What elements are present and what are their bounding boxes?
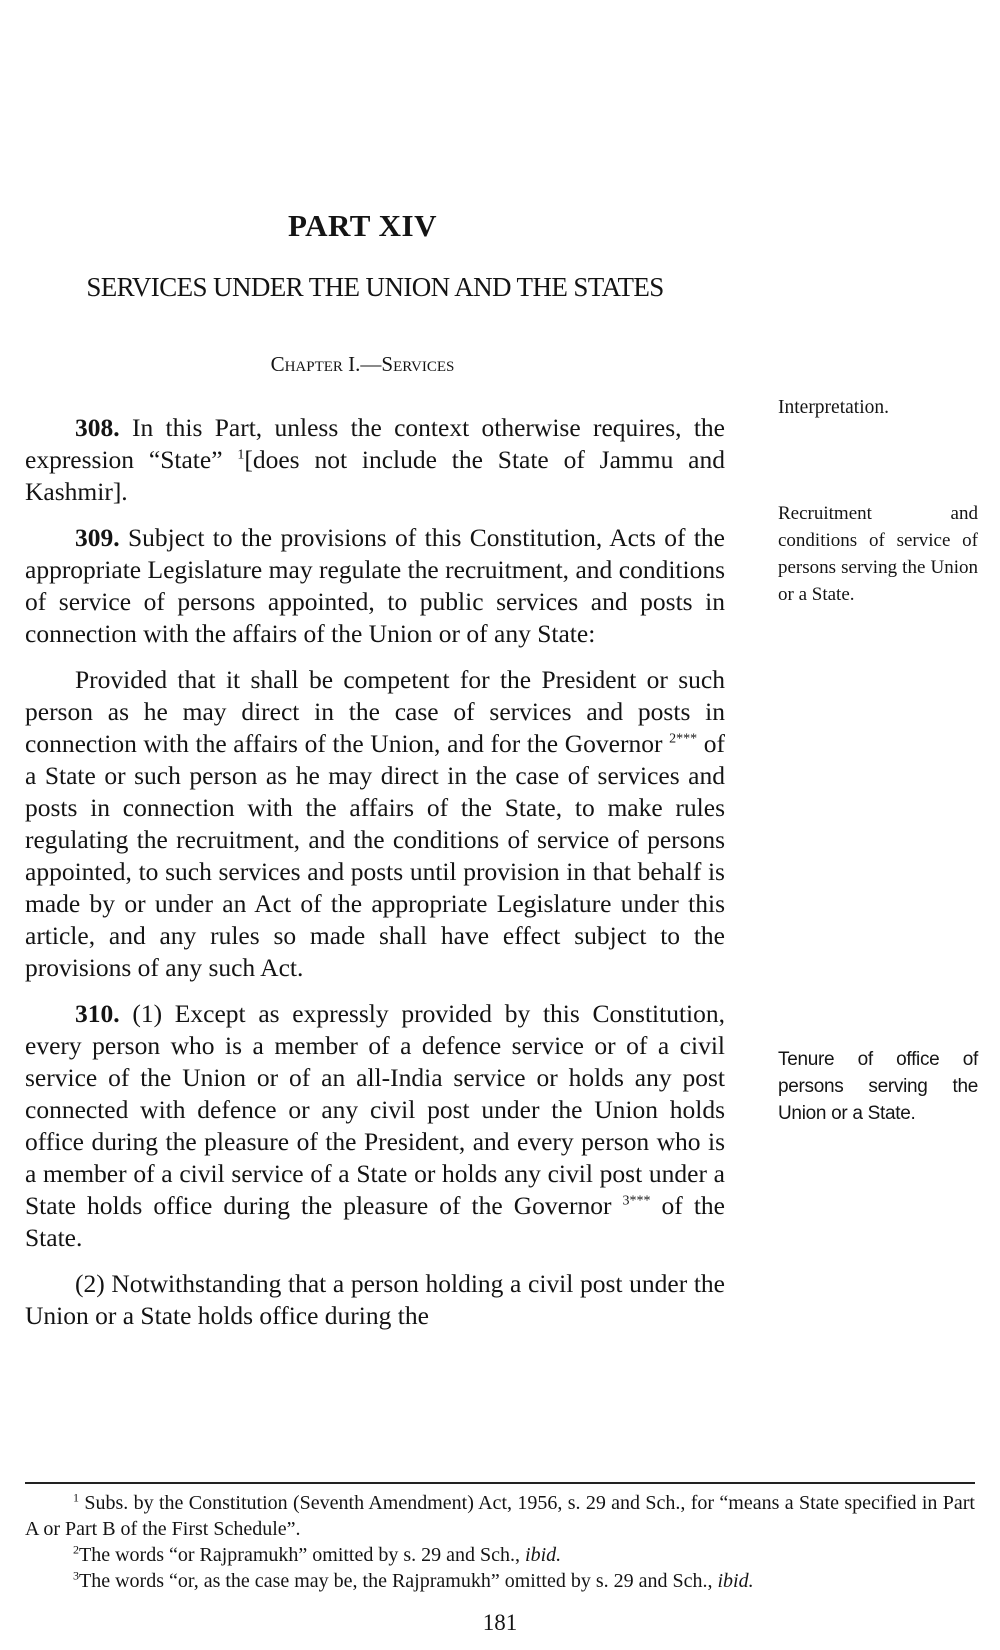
footnotes — [25, 1490, 975, 1594]
article-309-text: Subject to the provisions of this Constitution, Acts of the appropriate Legislature may regulate the recruitment, and conditions of service of persons appointed, to public services and posts in connection with the affairs of the Union or of any State: — [25, 523, 725, 648]
footnote-2-mark: 2 — [73, 1542, 79, 1557]
margin-note-310: Tenure of office of persons serving the Union or a State. — [778, 1049, 978, 1124]
footnote-1-mark: 1 — [73, 1490, 79, 1505]
article-310-clause-1 — [25, 998, 725, 1254]
clause-2-text: (2) Notwithstanding that a person holding a civil post under the Union or a State holds office during the — [25, 1269, 725, 1330]
margin-note-309: Recruitment and conditions of service of persons serving the Union or a State. — [778, 503, 978, 605]
clause-1-text-a: (1) Except as expressly provided by this Constitution, every person who is a member of a defence service or of a civil service of the Union or of an all-India service or holds any post connected with defence or any civil post under the Union holds office during the pleasure of the President, and every person who is a member of a civil service of a State or holds any civil post under a State holds office during the pleasure of the Governor — [25, 999, 725, 1220]
proviso-text-a: Provided that it shall be competent for the President or such person as he may direct in the case of services and posts in connection with the affairs of the Union, and for the Governor — [25, 665, 725, 758]
article-308-text-b: [does not include the State of Jammu and Kashmir]. — [25, 445, 725, 506]
footnote-3 — [25, 1568, 975, 1594]
footnote-3-mark: 3 — [73, 1568, 79, 1583]
main-text — [25, 412, 725, 1346]
footnote-3-text: The words “or, as the case may be, the Rajpramukh” omitted by s. 29 and Sch., — [79, 1570, 718, 1592]
margin-note-308: Interpretation. — [778, 397, 889, 418]
article-309-proviso — [25, 664, 725, 984]
article-309 — [25, 522, 725, 650]
footnote-1 — [25, 1490, 975, 1542]
article-308-number: 308. — [75, 413, 120, 442]
clause-1-text-b: of the State. — [25, 1191, 725, 1252]
footnote-ref-2: 2*** — [669, 731, 698, 747]
footnote-ref-3: 3*** — [622, 1193, 651, 1209]
chapter-title: Chapter I.—Services — [270, 352, 455, 376]
article-308-text-a: In this Part, unless the context otherwise requires, the expression “State” — [25, 413, 725, 474]
footnote-ref-1: 1 — [237, 447, 245, 463]
article-309-number: 309. — [75, 523, 120, 552]
page-number: 181 — [482, 1610, 518, 1635]
proviso-text-b: of a State or such person as he may direct in the case of services and posts in connection with the affairs of the State, to make rules regulating the recruitment, and the conditions of service of persons appointed, to such services and posts until provision in that behalf is made by or under an Act of the appropriate Legislature under this article, and any rules so made shall have effect subject to the provisions of any such Act. — [25, 729, 725, 982]
article-310-clause-2 — [25, 1268, 725, 1332]
part-title: PART XIV — [287, 208, 438, 243]
article-310-number: 310. — [75, 999, 120, 1028]
footnote-1-text: Subs. by the Constitution (Seventh Amendment) Act, 1956, s. 29 and Sch., for “means a State specified in Part A or Part B of the First Schedule”. — [25, 1492, 975, 1540]
footnote-divider — [25, 1482, 975, 1484]
footnote-2-text: The words “or Rajpramukh” omitted by s. 29 and Sch., — [79, 1544, 526, 1566]
footnote-3-ibid: ibid. — [717, 1570, 754, 1592]
footnote-2-ibid: ibid. — [525, 1544, 562, 1566]
part-subtitle: SERVICES UNDER THE UNION AND THE STATES — [86, 272, 664, 302]
article-308 — [25, 412, 725, 508]
footnote-2 — [25, 1542, 975, 1568]
